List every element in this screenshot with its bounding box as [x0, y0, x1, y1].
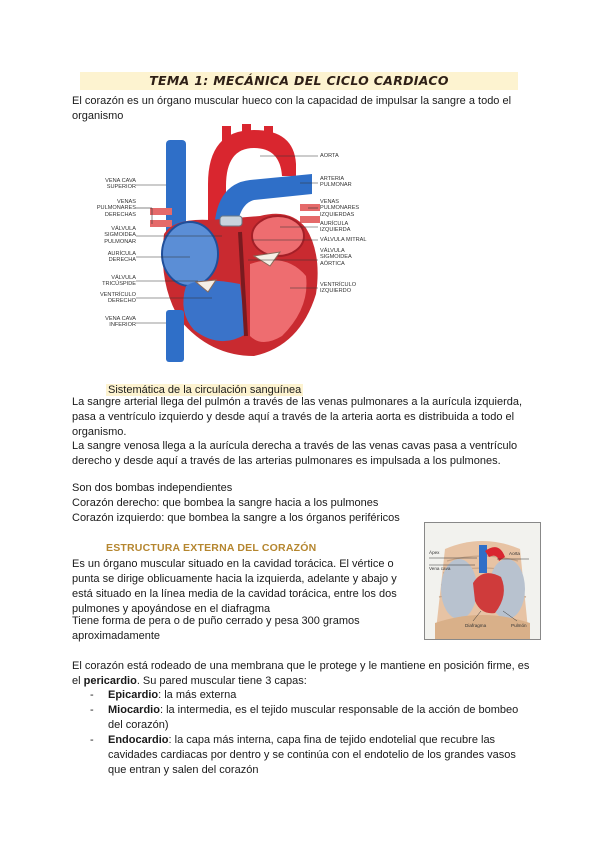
external-paragraph-1: Es un órgano muscular situado en la cavidad torácica. El vértice o punta se dirige oblicuamente hacia la izquierda, adelante y abajo y está situado en la línea media de la cavidad torácica, entre los dos pulmones y apoyándose en el diafragma: [72, 558, 397, 615]
pumps-right: Corazón derecho: que bombea la sangre hacia a los pulmones: [72, 497, 379, 509]
label-ventriculo-izquierdo: VENTRÍCULO IZQUIERDO: [320, 282, 357, 295]
label-vena-cava-superior: VENA CAVA SUPERIOR: [105, 178, 136, 191]
thorax-label-top-left: Ápex: [429, 550, 440, 555]
circulation-arterial: La sangre arterial llega del pulmón a través de las venas pulmonares a la aurícula izquierda, pasa a ventrículo izquierdo y desde aquí a través de la arteria aorta es distribuida a todo el organismo.: [72, 396, 523, 438]
pericardium-term: pericardio: [83, 675, 137, 687]
label-ventriculo-derecho: VENTRÍCULO DERECHO: [99, 292, 136, 305]
label-auricula-derecha: AURÍCULA DERECHA: [107, 251, 136, 264]
thorax-label-right: Aorta: [509, 551, 520, 556]
label-aorta: AORTA: [320, 153, 339, 159]
pumps-intro: Son dos bombas independientes: [72, 482, 233, 494]
intro-paragraph: El corazón es un órgano muscular hueco con la capacidad de impulsar la sangre a todo el organismo: [72, 95, 512, 122]
label-auricula-izquierda: AURÍCULA IZQUIERDA: [320, 221, 351, 234]
label-vena-cava-inferior: VENA CAVA INFERIOR: [105, 316, 136, 329]
wall-layers-list: [72, 688, 532, 778]
label-valvula-sigmoidea-pulmonar: VÁLVULA SIGMOIDEA PULMONAR: [104, 226, 136, 245]
pericardium-paragraph: El corazón está rodeado de una membrana que le protege y le mantiene en posición firme, es el pericardio. Su pared muscular tiene 3 capas:: [72, 660, 530, 687]
pumps-left: Corazón izquierdo: que bombea la sangre a los órganos periféricos: [72, 512, 400, 524]
page-title: TEMA 1: MECÁNICA DEL CICLO CARDIACO: [149, 73, 449, 88]
circulation-venous: La sangre venosa llega a la aurícula derecha a través de las venas cavas pasa a ventrículo derecho y desde aquí a través de las arterias pulmonares es impulsada a los pulmones.: [72, 440, 518, 467]
label-venas-pulmonares-izquierdas: VENAS PULMONARES IZQUIERDAS: [320, 199, 360, 218]
circulation-heading: Sistemática de la circulación sanguínea: [108, 384, 302, 396]
external-paragraph-2: Tiene forma de pera o de puño cerrado y pesa 300 gramos aproximadamente: [72, 615, 360, 642]
external-heading: ESTRUCTURA EXTERNA DEL CORAZÓN: [106, 542, 317, 554]
list-item: - Miocardio: la intermedia, es el tejido muscular responsable de la acción de bombeo del corazón): [90, 704, 519, 731]
label-arteria-pulmonar: ARTERIA PULMONAR: [320, 176, 352, 189]
thorax-label-bottom-right: Pulmón: [511, 623, 527, 628]
label-valvula-tricuspide: VÁLVULA TRICÚSPIDE: [102, 275, 136, 288]
thorax-figure: [424, 522, 541, 640]
list-item: - Endocardio: la capa más interna, capa fina de tejido endotelial que recubre las cavidades cardiacas por dentro y se continúa con el endotelio de los grandes vasos que entran y salen del corazón: [90, 734, 516, 776]
label-valvula-mitral: VÁLVULA MITRAL: [320, 237, 367, 243]
label-valvula-sigmoidea-aortica: VÁLVULA SIGMOIDEA AÓRTICA: [320, 248, 352, 267]
thorax-label-bottom-left: Diafragma: [465, 623, 487, 628]
label-venas-pulmonares-derechas: VENAS PULMONARES DERECHAS: [96, 199, 136, 218]
list-item: - Epicardio: la más externa: [90, 689, 237, 701]
thorax-label-vena-cava: Vena cava: [429, 566, 451, 571]
thorax-illustration: [425, 523, 540, 639]
